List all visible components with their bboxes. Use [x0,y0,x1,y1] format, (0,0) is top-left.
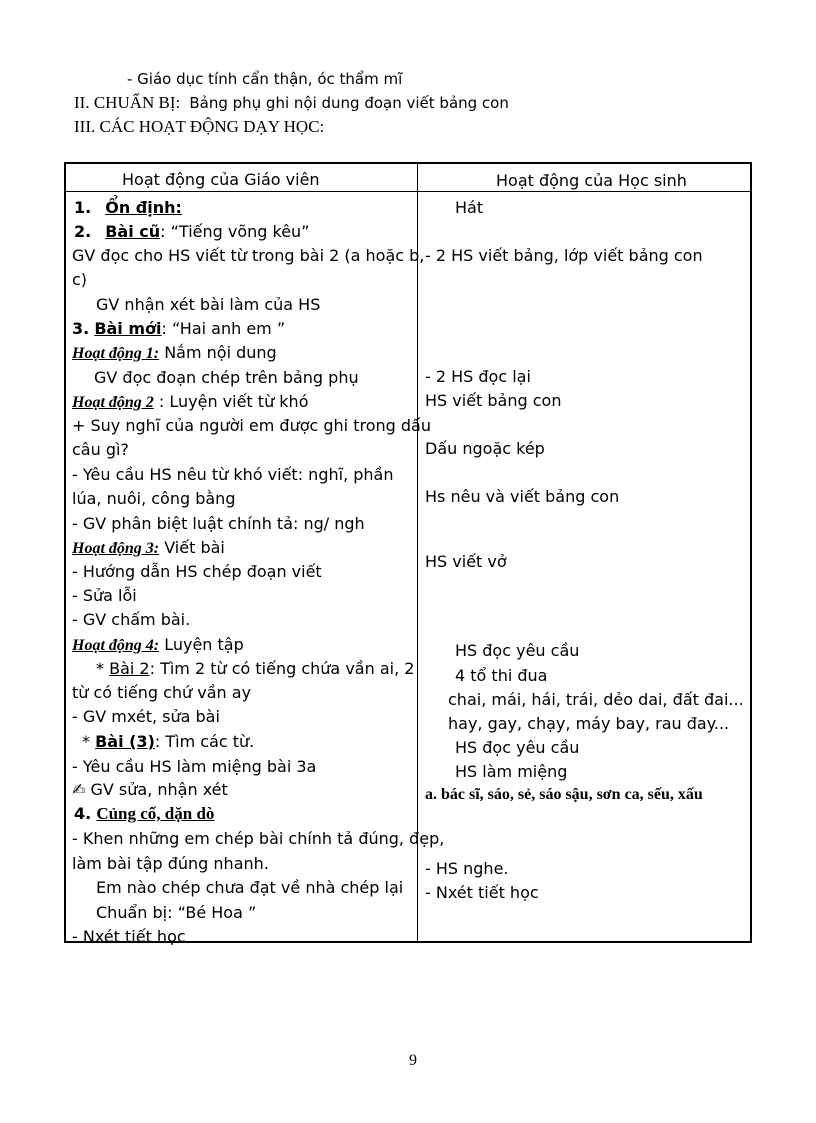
teacher-line: GV đọc cho HS viết từ trong bài 2 (a hoặc b, [72,246,425,265]
student-line: HS viết vở [425,552,507,571]
section-activities-title: III. CÁC HOẠT ĐỘNG DẠY HỌC: [74,117,325,136]
teacher-line: GV nhận xét bài làm của HS [96,295,321,314]
student-line: chai, mái, hái, trái, dẻo dai, đất đai... [448,690,744,709]
teacher-line: * Bài (3): Tìm các từ. [82,732,255,751]
teacher-line: - Khen những em chép bài chính tả đúng, đẹp, [72,829,445,848]
teacher-line: Hoạt động 4: Luyện tập [72,635,244,654]
student-line: - 2 HS đọc lại [425,367,531,386]
teacher-line: - Yêu cầu HS nêu từ khó viết: nghĩ, phần [72,465,394,484]
student-line: HS viết bảng con [425,391,562,410]
teacher-line: 3. Bài mới: “Hai anh em ” [72,319,286,338]
student-line: hay, gay, chạy, máy bay, rau đay... [448,714,730,733]
section-preparation [74,93,509,113]
teacher-line: - GV phân biệt luật chính tả: ng/ ngh [72,514,365,533]
student-line: 4 tổ thi đua [455,666,548,685]
teacher-line: câu gì? [72,440,129,459]
section-preparation-label: II. CHUẨN BỊ: [74,93,181,112]
teacher-line: 2. Bài cũ: “Tiếng võng kêu” [74,222,310,241]
teacher-line: ✍ GV sửa, nhận xét [72,780,228,799]
teacher-line: * Bài 2: Tìm 2 từ có tiếng chứa vần ai, 2 [96,659,415,678]
student-line: Dấu ngoặc kép [425,439,545,458]
objective-line: - Giáo dục tính cẩn thận, óc thẩm mĩ [127,70,403,88]
student-line: Hs nêu và viết bảng con [425,487,620,506]
teacher-line: lúa, nuôi, công bằng [72,489,236,508]
teacher-line: - Sửa lỗi [72,586,137,605]
writing-hand-icon: ✍ [72,780,86,799]
teacher-line: Hoạt động 3: Viết bài [72,538,225,557]
student-line: HS đọc yêu cầu [455,641,580,660]
teacher-line: 4. Củng cố, dặn dò [74,804,215,823]
student-line: - 2 HS viết bảng, lớp viết bảng con [425,246,703,265]
header-teacher-column: Hoạt động của Giáo viên [122,170,320,189]
teacher-line: c) [72,270,88,289]
page-number: 9 [409,1052,417,1069]
teacher-line: - Yêu cầu HS làm miệng bài 3a [72,757,317,776]
student-line: HS làm miệng [455,762,568,781]
teacher-line: làm bài tập đúng nhanh. [72,854,269,873]
teacher-line: từ có tiếng chứ vần ay [72,683,252,702]
student-line: - HS nghe. [425,859,509,878]
header-student-column: Hoạt động của Học sinh [496,171,687,190]
teacher-line: Hoạt động 1: Nắm nội dung [72,343,277,362]
teacher-line: - Hướng dẫn HS chép đoạn viết [72,562,322,581]
teacher-line: + Suy nghĩ của người em được ghi trong dấu [72,416,431,435]
teacher-line: Em nào chép chưa đạt về nhà chép lại [96,878,404,897]
teacher-line: - GV mxét, sửa bài [72,707,220,726]
teacher-line: 1. Ổn định: [74,198,182,217]
teacher-line: Chuẩn bị: “Bé Hoa ” [96,903,257,922]
student-line: - Nxét tiết học [425,883,539,902]
table-column-divider [417,162,418,943]
teacher-line: - Nxét tiết học [72,927,186,946]
student-line: Hát [455,198,484,217]
teacher-line: - GV chấm bài. [72,610,191,629]
student-line: HS đọc yêu cầu [455,738,580,757]
student-line: a. bác sĩ, sáo, sẻ, sáo sậu, sơn ca, sếu, xấu [425,786,703,803]
table-header-divider [64,191,752,192]
teacher-line: GV đọc đoạn chép trên bảng phụ [94,368,359,387]
section-preparation-text: Bảng phụ ghi nội dung đoạn viết bảng con [189,94,509,112]
teacher-line: Hoạt động 2 : Luyện viết từ khó [72,392,309,411]
